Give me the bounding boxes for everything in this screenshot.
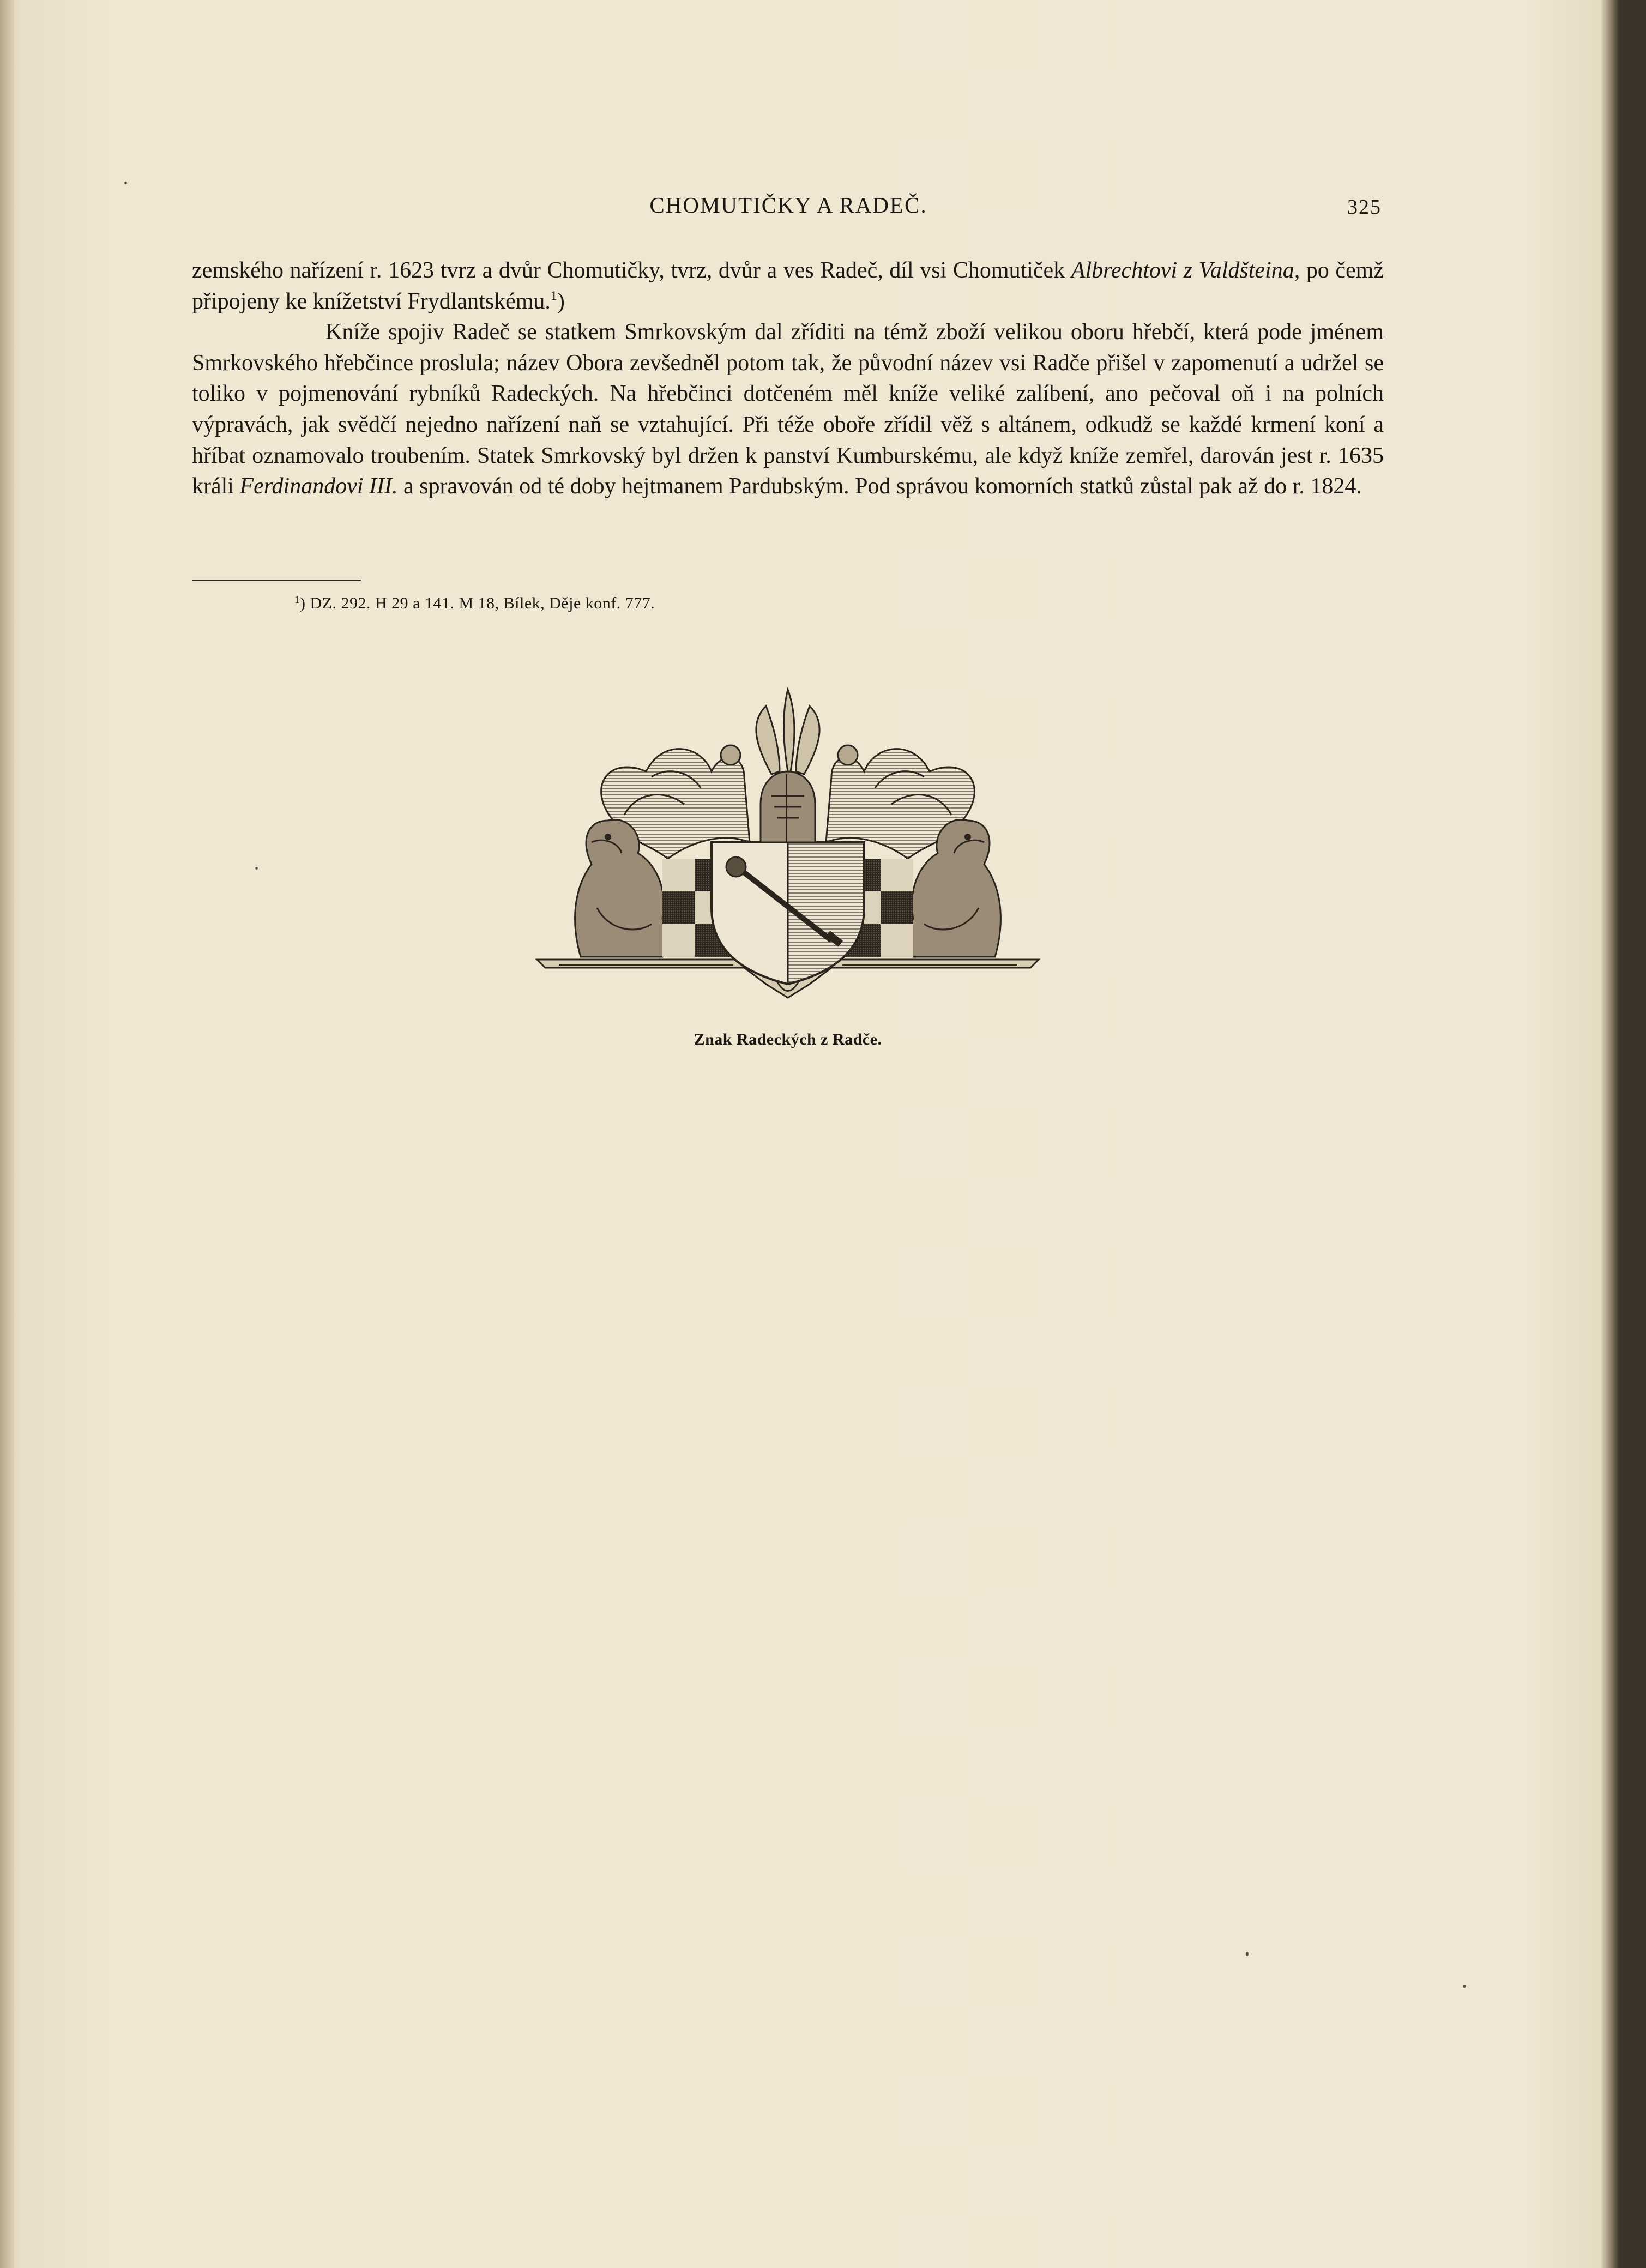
body-text xyxy=(192,255,1384,502)
paper-speck xyxy=(255,867,258,870)
footnote-reference: 1 xyxy=(550,288,557,303)
coat-of-arms-illustration xyxy=(526,679,1050,1028)
book-spine-shadow xyxy=(0,0,14,2268)
paper-speck xyxy=(1246,1952,1249,1956)
text-run: a spravován od té doby hejtmanem Pardubským. Pod správou komorních statků zůstal pak až do r. 1824. xyxy=(397,474,1362,499)
italic-name-albrecht: Albrechtovi z Valdšteina, xyxy=(1071,258,1300,283)
footnote xyxy=(294,594,655,613)
italic-name-ferdinand: Ferdinandovi III. xyxy=(239,474,398,499)
paper-speck xyxy=(1463,1984,1466,1988)
emblem-group xyxy=(537,690,1039,998)
footnote-rule xyxy=(192,580,361,581)
running-title: CHOMUTIČKY A RADEČ. xyxy=(649,192,927,218)
footnote-text: ) DZ. 292. H 29 a 141. M 18, Bílek, Děje konf. 777. xyxy=(300,594,655,612)
footnote-marker: 1 xyxy=(294,594,300,606)
paragraph-2 xyxy=(192,317,1384,502)
paragraph-1 xyxy=(192,255,1384,317)
text-run: zemského nařízení r. 1623 tvrz a dvůr Chomutičky, tvrz, dvůr a ves Radeč, díl vsi Chomutiček xyxy=(192,258,1071,283)
paper-speck xyxy=(124,182,127,184)
text-run: Kníže spojiv Radeč se statkem Smrkovským dal zříditi na témž zboží velikou oboru hřebčí, která pode jménem Smrkovského hřebčince proslula; název Obora zevšedněl potom tak, že původní název vsi Radče přišel v zapomenutí a udržel se toliko v pojmenování rybníků Radeckých. Na hřebčinci dotčeném měl kníže veliké zalíbení, ano pečoval oň i na polních výpravách, jak svědčí nejedno nařízení naň se vztahující. Při téže oboře zřídil věž s altánem, odkudž se každé krmení koní a hříbat oznamovalo troubením. Statek Smrkovský byl držen k panství Kumburskému, ale když kníže zemřel, darován jest r. 1635 králi xyxy=(192,319,1384,499)
page-number: 325 xyxy=(1347,196,1382,219)
figure-caption: Znak Radeckých z Radče. xyxy=(694,1030,882,1048)
text-run: ) xyxy=(557,288,565,314)
text-run: po čemž připojeny ke knížetství Frydlantskému. xyxy=(192,258,1384,314)
